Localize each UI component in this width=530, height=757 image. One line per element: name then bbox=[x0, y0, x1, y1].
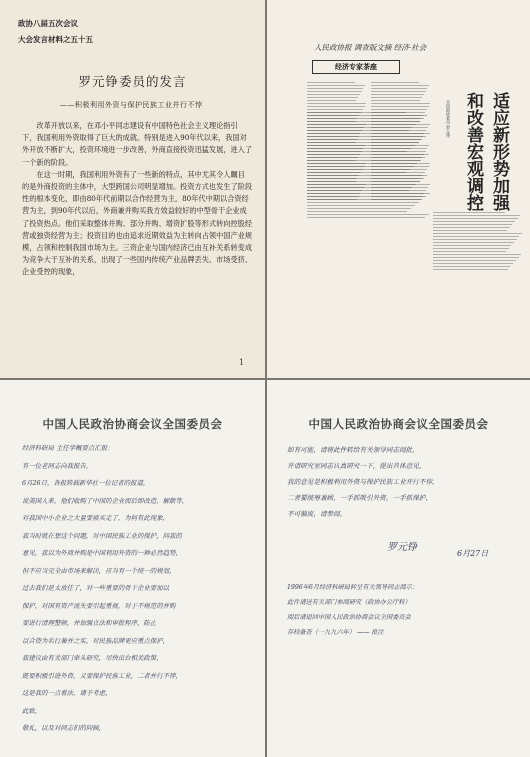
newsprint-line bbox=[433, 266, 510, 267]
newsprint-line bbox=[307, 214, 429, 215]
letter-page-1 bbox=[0, 380, 265, 757]
newsprint-line bbox=[307, 91, 362, 92]
note-line: 1996年6月经济科研局转呈有关领导同志阅示： bbox=[287, 584, 419, 591]
newsprint-line bbox=[433, 227, 510, 228]
newsprint-line bbox=[433, 263, 513, 264]
handwritten-body bbox=[22, 440, 252, 738]
newsprint-line bbox=[307, 199, 422, 200]
newsprint-line bbox=[433, 233, 522, 234]
newsprint-line bbox=[307, 106, 365, 107]
newsprint-line bbox=[371, 100, 420, 101]
newsprint-line bbox=[307, 121, 420, 122]
handwritten-line: 保护，对国有资产流失要引起重视，对于不规范的并购 bbox=[22, 601, 176, 610]
newsprint-line bbox=[433, 248, 509, 249]
clipping-handwritten-header: 人民政协报 调查版文摘 经济·社会 bbox=[314, 43, 427, 52]
newsprint-line bbox=[433, 242, 514, 243]
handwritten-line: 既要积极引进外资，又要保护民族工业，二者并行不悖， bbox=[22, 671, 182, 680]
column-title-box: 经济专家茶座 bbox=[312, 60, 400, 74]
newsprint-line bbox=[433, 239, 517, 240]
newsprint-line bbox=[307, 202, 419, 203]
speech-body bbox=[22, 120, 252, 279]
letter-page-2 bbox=[267, 380, 530, 757]
byline: 全国政协委员 罗元铮 bbox=[446, 100, 451, 138]
newsprint-line bbox=[307, 118, 424, 119]
page-number: 1 bbox=[239, 358, 245, 367]
newsprint-line bbox=[307, 169, 410, 170]
handwritten-line: 我的意见是积极利用外资与保护民族工业并行不悖， bbox=[287, 478, 439, 486]
handwritten-line: 有一位老同志向我报告， bbox=[22, 461, 93, 470]
note-line: 此件请送有关部门参阅研究（政协办公厅转） bbox=[287, 599, 411, 606]
newsprint-line bbox=[371, 91, 426, 92]
newspaper-clipping bbox=[267, 0, 530, 378]
handwritten-body bbox=[287, 442, 522, 522]
handwritten-line: 如有可能，请将此件转给有关领导同志阅批， bbox=[287, 446, 419, 454]
handwritten-line: 过去我们是太放任了，对一些重要的骨干企业要加以 bbox=[22, 584, 169, 592]
speech-title: 罗元铮委员的发言 bbox=[78, 74, 187, 89]
newsprint-line bbox=[307, 85, 365, 86]
signature: 罗元铮 bbox=[387, 542, 417, 553]
newsprint-line bbox=[307, 154, 429, 155]
newsprint-line bbox=[307, 181, 420, 182]
newsprint-line bbox=[307, 94, 360, 95]
handwritten-line: 意见，我以为外商并购是中国利用外资的一种必然趋势， bbox=[22, 549, 182, 557]
handwritten-line: 敬礼，以及对同志们的问候， bbox=[22, 724, 106, 732]
newsprint-line bbox=[371, 97, 422, 98]
note-line: 存档备查（一九九六年） —— 批注 bbox=[287, 629, 384, 636]
handwritten-line: 但不应当完全由市场来解决，应当有一个统一的规划， bbox=[22, 566, 176, 575]
newsprint-line bbox=[371, 106, 429, 107]
newsprint-line bbox=[307, 130, 409, 131]
speech-subtitle: ——积极利用外资与保护民族工业并行不悖 bbox=[60, 101, 203, 109]
newsprint-line bbox=[307, 103, 366, 104]
newsprint-line bbox=[307, 160, 421, 161]
handwritten-line: 不可偏废，请参阅。 bbox=[287, 510, 347, 518]
headline-column-2: 和改善宏观调控 bbox=[463, 92, 483, 211]
letterhead: 中国人民政治协商会议全国委员会 bbox=[308, 417, 489, 431]
newsprint-line bbox=[307, 142, 419, 143]
newsprint-line bbox=[371, 88, 427, 89]
handwritten-line: 这是我的一点看法，请予考虑， bbox=[22, 689, 112, 697]
newsprint-line bbox=[307, 97, 358, 98]
newsprint-line bbox=[371, 103, 430, 104]
newsprint-line bbox=[433, 224, 512, 225]
signature-date: 6月27日 bbox=[457, 549, 489, 558]
headline-column-1: 适应新形势加强 bbox=[489, 92, 509, 211]
annotation-note bbox=[287, 580, 522, 640]
handwritten-line: 我当时就在想这个问题，对中国民族工业的保护，问我的 bbox=[22, 531, 182, 540]
newsprint-line bbox=[307, 124, 416, 125]
newsprint-line bbox=[433, 257, 519, 258]
newsprint-column bbox=[433, 210, 523, 310]
newsprint-line bbox=[307, 196, 426, 197]
newsprint-line bbox=[307, 151, 407, 152]
newsprint-line bbox=[307, 217, 425, 218]
handwritten-line: 对我国中小企业之大量要被买走了，为何有此现象， bbox=[22, 514, 169, 522]
handwritten-line: 我建议由有关部门牵头研究，尽快出台相关政策， bbox=[22, 654, 163, 662]
newsprint-line bbox=[433, 251, 506, 252]
newsprint-line bbox=[433, 236, 519, 237]
note-line: 阅后请退回中国人民政治协商会议全国委员会 bbox=[287, 614, 411, 621]
newsprint-texture bbox=[307, 110, 431, 290]
newsprint-line bbox=[307, 187, 412, 188]
newsprint-line bbox=[433, 245, 511, 246]
handwritten-line: 并请研究室同志认真研究一下，提出具体意见， bbox=[287, 462, 426, 470]
newsprint-line bbox=[433, 230, 507, 231]
newsprint-line bbox=[433, 218, 518, 219]
newsprint-line bbox=[307, 145, 415, 146]
handwritten-line: 说美国人来，他们收购了中国的企业而后即改造、解散等， bbox=[22, 496, 189, 505]
newsprint-line bbox=[307, 100, 356, 101]
newsprint-line bbox=[307, 184, 416, 185]
newsprint-line bbox=[307, 157, 425, 158]
handwritten-line: 二者要统筹兼顾，一手抓吸引外资，一手抓保护， bbox=[287, 494, 433, 502]
newsprint-line bbox=[307, 88, 363, 89]
newsprint-line bbox=[307, 208, 411, 209]
newsprint-line bbox=[307, 193, 430, 194]
newsprint-line bbox=[307, 82, 355, 83]
handwritten-line: 要进行清理整顿，并加强立法和审批程序，防止 bbox=[22, 619, 157, 627]
newsprint-line bbox=[307, 139, 422, 140]
newsprint-line bbox=[307, 166, 414, 167]
newsprint-line bbox=[371, 82, 419, 83]
newsprint-line bbox=[307, 178, 424, 179]
handwritten-line: 6月26日，各报转载新华社一位记者的报道， bbox=[22, 479, 150, 487]
newsprint-line bbox=[307, 112, 406, 113]
newsprint-line bbox=[433, 212, 505, 213]
newsprint-line bbox=[433, 269, 508, 270]
newsprint-line bbox=[307, 148, 411, 149]
speech-page bbox=[0, 0, 265, 378]
newsprint-line bbox=[307, 133, 430, 134]
letterhead: 中国人民政治协商会议全国委员会 bbox=[42, 417, 223, 431]
newsprint-line bbox=[371, 85, 429, 86]
newsprint-line bbox=[433, 260, 516, 261]
newsprint-line bbox=[307, 211, 407, 212]
newsprint-line bbox=[307, 127, 412, 128]
newsprint-line bbox=[433, 221, 515, 222]
newsprint-line bbox=[307, 175, 427, 176]
newsprint-line bbox=[307, 205, 415, 206]
newsprint-line bbox=[307, 172, 406, 173]
newsprint-line bbox=[307, 115, 427, 116]
paragraph: 在这一时期，我国利用外资有了一些新的特点，其中尤其令人瞩目的是外商投资的主体中，大型跨国公司明显增加。投资方式也发生了阶段性的根本变化，即由80年代前期以合作经营为主，80年代中期以合资经营为主，到90年代以后，外商兼并购买我方效益较好的中型骨干企业成了投资热点。他们采取整体并购、部分并购、增资扩股等形式转向控股经营或独资经营为主；投资目的也由追求近期效益为主转向占领中国产业规模，占领和控制我国市场为主。三资企业与国内经济已由互补关系转变成为竞争大于互补的关系，出现了一些国内传统产业品牌丢失、市场受挤、企业受控的现象， bbox=[22, 169, 253, 277]
paragraph: 改革开放以来，在邓小平同志建设有中国特色社会主义理论指引下，我国利用外资取得了巨大的成就。特别是进入90年代以来，我国对外开放不断扩大，投资环境进一步改善，外商直接投资迅猛发展，进入了一个新的阶段。 bbox=[22, 121, 253, 167]
handwritten-line: 此致， bbox=[22, 706, 42, 715]
newsprint-line bbox=[433, 254, 521, 255]
handwritten-line: 以合资为名行兼并之实，对民族品牌更应重点保护， bbox=[22, 636, 169, 645]
newsprint-line bbox=[433, 215, 520, 216]
handwritten-line: 经济科研局 主任学概要点汇报： bbox=[22, 444, 114, 452]
newsprint-line bbox=[307, 190, 409, 191]
conference-label: 政协八届五次会议 bbox=[18, 19, 78, 28]
newsprint-line bbox=[371, 94, 424, 95]
newsprint-line bbox=[307, 136, 426, 137]
material-number: 大会发言材料之五十五 bbox=[18, 35, 93, 44]
newsprint-line bbox=[307, 163, 417, 164]
